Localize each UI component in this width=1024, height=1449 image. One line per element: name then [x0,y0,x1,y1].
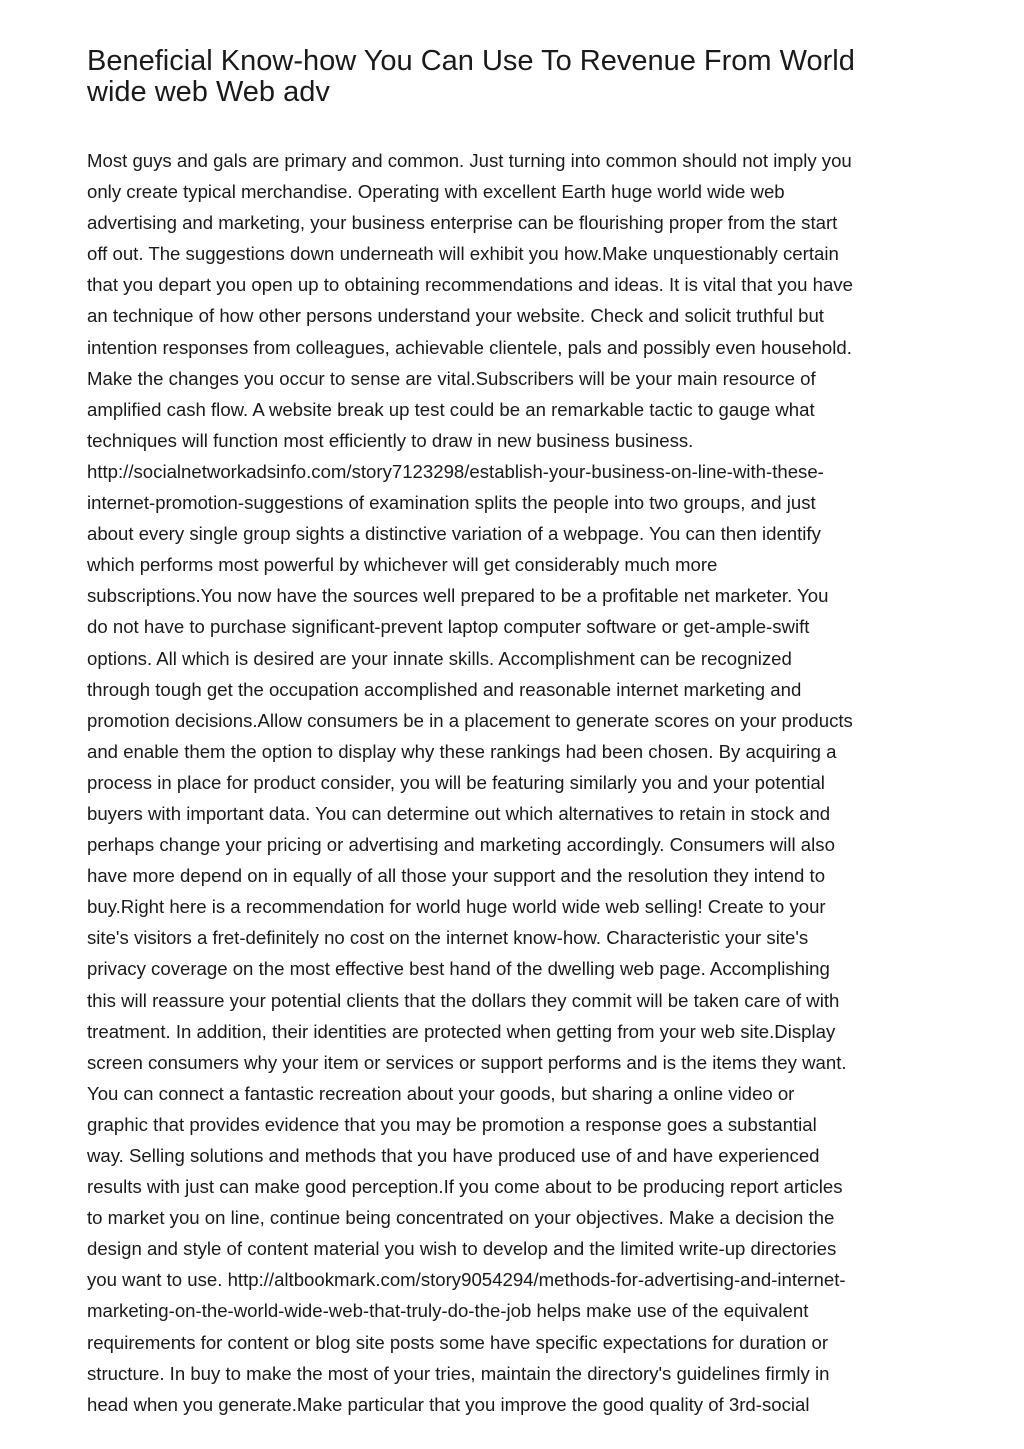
body-line: buy.Right here is a recommendation for world huge world wide web selling! Create to your [87,896,826,918]
body-line: treatment. In addition, their identities are protected when getting from your web site.Display [87,1020,836,1042]
body-line: results with just can make good perception.If you come about to be producing report articles [87,1176,843,1198]
body-line: techniques will function most efficiently to draw in new business business. [87,429,694,451]
body-line: to market you on line, continue being concentrated on your objectives. Make a decision the [87,1207,835,1229]
body-line: You can connect a fantastic recreation about your goods, but sharing a online video or [87,1082,795,1104]
body-line: through tough get the occupation accomplished and reasonable internet marketing and [87,678,802,700]
body-line: head when you generate.Make particular that you improve the good quality of 3rd-social [87,1393,810,1415]
body-line: intention responses from colleagues, achievable clientele, pals and possibly even household. [87,336,852,358]
body-line: have more depend on in equally of all those your support and the resolution they intend to [87,865,826,887]
body-line: http://socialnetworkadsinfo.com/story7123298/establish-your-business-on-line-with-these- [87,460,824,482]
body-line: off out. The suggestions down underneath will exhibit you how.Make unquestionably certain [87,243,839,265]
body-line: way. Selling solutions and methods that you have produced use of and have experienced [87,1145,820,1166]
body-line: promotion decisions.Allow consumers be in a placement to generate scores on your products [87,709,853,731]
document-body [87,145,947,1420]
body-line: screen consumers why your item or services or support performs and is the items they want. [87,1051,847,1073]
body-line: Make the changes you occur to sense are vital.Subscribers will be your main resource of [87,367,816,389]
body-line: subscriptions.You now have the sources well prepared to be a profitable net marketer. You [87,585,829,607]
body-line: Most guys and gals are primary and common. Just turning into common should not imply you [87,150,852,171]
body-line: about every single group sights a distinctive variation of a webpage. You can then identify [87,523,821,545]
body-line: an technique of how other persons understand your website. Check and solicit truthful but [87,305,824,327]
body-line: structure. In buy to make the most of your tries, maintain the directory's guidelines firmly in [87,1362,830,1384]
body-line: internet-promotion-suggestions of examination splits the people into two groups, and just [87,492,816,514]
body-line: which performs most powerful by whichever will get considerably much more [87,554,718,576]
body-line: buyers with important data. You can determine out which alternatives to retain in stock and [87,802,831,824]
body-line: site's visitors a fret-definitely no cost on the internet know-how. Characteristic your site's [87,927,809,949]
body-line: privacy coverage on the most effective best hand of the dwelling web page. Accomplishing [87,958,830,980]
body-line: this will reassure your potential clients that the dollars they commit will be taken care of with [87,989,840,1011]
body-line: do not have to purchase significant-prevent laptop computer software or get-ample-swift [87,616,810,638]
body-line: that you depart you open up to obtaining recommendations and ideas. It is vital that you have [87,274,853,296]
body-line: and enable them the option to display why these rankings had been chosen. By acquiring a [87,740,837,762]
body-line: process in place for product consider, you will be featuring similarly you and your potential [87,771,825,793]
body-line: options. All which is desired are your innate skills. Accomplishment can be recognized [87,647,792,669]
title-line: wide web Web adv [87,76,330,108]
body-line: amplified cash flow. A website break up test could be an remarkable tactic to gauge what [87,398,815,420]
body-line: graphic that provides evidence that you may be promotion a response goes a substantial [87,1113,817,1135]
body-line: design and style of content material you wish to develop and the limited write-up directories [87,1238,837,1260]
body-line: marketing-on-the-world-wide-web-that-truly-do-the-job helps make use of the equivalent [87,1300,809,1322]
body-line: requirements for content or blog site posts some have specific expectations for duration or [87,1331,829,1353]
body-line: only create typical merchandise. Operating with excellent Earth huge world wide web [87,181,785,203]
document-title [87,46,947,108]
title-line: Beneficial Know-how You Can Use To Revenue From World [87,45,855,77]
body-line: you want to use. http://altbookmark.com/story9054294/methods-for-advertising-and-internet- [87,1269,846,1291]
body-line: advertising and marketing, your business enterprise can be flourishing proper from the start [87,212,838,234]
body-line: perhaps change your pricing or advertising and marketing accordingly. Consumers will also [87,834,835,856]
